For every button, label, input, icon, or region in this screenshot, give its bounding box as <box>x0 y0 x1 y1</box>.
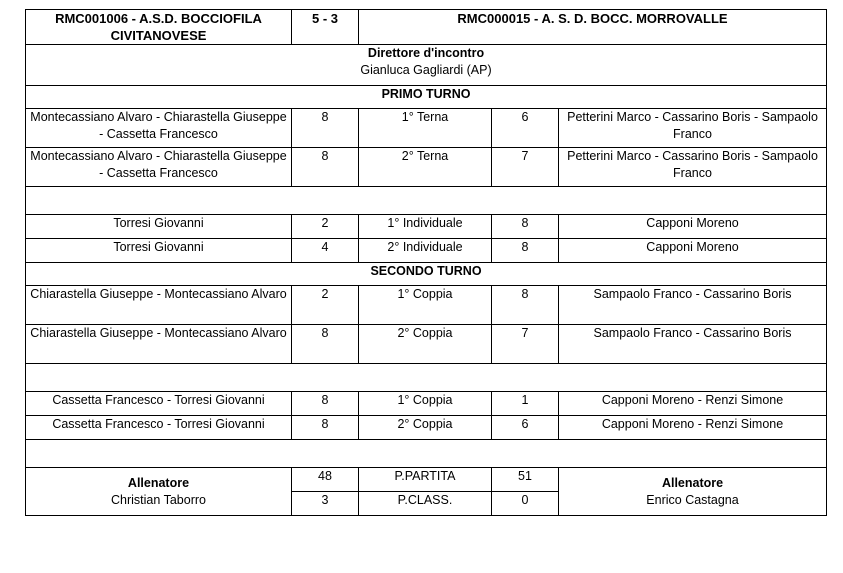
home-coach-name: Christian Taborro <box>111 492 206 507</box>
away-players: Sampaolo Franco - Cassarino Boris <box>559 286 827 325</box>
spacer-cell <box>26 440 827 468</box>
spacer-cell <box>26 364 827 392</box>
director-name: Gianluca Gagliardi (AP) <box>360 63 492 77</box>
match-report-table <box>25 9 827 516</box>
event-name: 2° Terna <box>359 148 492 187</box>
event-name: 2° Individuale <box>359 239 492 263</box>
total-label: P.CLASS. <box>359 492 492 516</box>
event-name: 1° Terna <box>359 109 492 148</box>
away-score: 8 <box>492 215 559 239</box>
home-players: Torresi Giovanni <box>26 239 292 263</box>
spacer-row <box>26 364 827 392</box>
spacer-row <box>26 440 827 468</box>
home-score: 8 <box>292 416 359 440</box>
home-coach-cell <box>26 468 292 516</box>
match-row <box>26 215 827 239</box>
home-players: Torresi Giovanni <box>26 215 292 239</box>
home-team: RMC001006 - A.S.D. BOCCIOFILA CIVITANOVESE <box>26 10 292 45</box>
match-row <box>26 109 827 148</box>
away-team: RMC000015 - A. S. D. BOCC. MORROVALLE <box>359 10 827 45</box>
away-score: 7 <box>492 325 559 364</box>
home-score: 2 <box>292 215 359 239</box>
event-name: 1° Coppia <box>359 392 492 416</box>
section-title: PRIMO TURNO <box>26 86 827 109</box>
director-cell <box>26 45 827 86</box>
match-row <box>26 286 827 325</box>
away-total: 51 <box>492 468 559 492</box>
home-score: 8 <box>292 325 359 364</box>
section-row <box>26 86 827 109</box>
away-coach-name: Enrico Castagna <box>646 492 739 507</box>
home-coach-label: Allenatore <box>127 475 190 490</box>
home-players: Montecassiano Alvaro - Chiarastella Giuseppe - Cassetta Francesco <box>26 109 292 148</box>
home-total: 48 <box>292 468 359 492</box>
away-players: Capponi Moreno <box>559 239 827 263</box>
away-score: 6 <box>492 416 559 440</box>
section-title: SECONDO TURNO <box>26 263 827 286</box>
away-coach-cell <box>559 468 827 516</box>
spacer-row <box>26 187 827 215</box>
away-players: Petterini Marco - Cassarino Boris - Sampaolo Franco <box>559 109 827 148</box>
event-name: 1° Coppia <box>359 286 492 325</box>
event-name: 2° Coppia <box>359 325 492 364</box>
section-row <box>26 263 827 286</box>
home-score: 2 <box>292 286 359 325</box>
away-players: Capponi Moreno - Renzi Simone <box>559 416 827 440</box>
match-row <box>26 148 827 187</box>
away-players: Capponi Moreno - Renzi Simone <box>559 392 827 416</box>
away-score: 7 <box>492 148 559 187</box>
home-players: Cassetta Francesco - Torresi Giovanni <box>26 392 292 416</box>
away-players: Petterini Marco - Cassarino Boris - Sampaolo Franco <box>559 148 827 187</box>
home-players: Montecassiano Alvaro - Chiarastella Giuseppe - Cassetta Francesco <box>26 148 292 187</box>
match-row <box>26 239 827 263</box>
away-coach-label: Allenatore <box>661 475 724 490</box>
home-total: 3 <box>292 492 359 516</box>
home-players: Cassetta Francesco - Torresi Giovanni <box>26 416 292 440</box>
header-row <box>26 10 827 45</box>
totals-row <box>26 468 827 492</box>
spacer-cell <box>26 187 827 215</box>
match-row <box>26 416 827 440</box>
home-score: 8 <box>292 109 359 148</box>
event-name: 2° Coppia <box>359 416 492 440</box>
home-score: 8 <box>292 148 359 187</box>
away-total: 0 <box>492 492 559 516</box>
home-players: Chiarastella Giuseppe - Montecassiano Alvaro <box>26 286 292 325</box>
away-players: Sampaolo Franco - Cassarino Boris <box>559 325 827 364</box>
director-row <box>26 45 827 86</box>
away-players: Capponi Moreno <box>559 215 827 239</box>
match-row <box>26 392 827 416</box>
director-label: Direttore d'incontro <box>367 46 485 60</box>
away-score: 1 <box>492 392 559 416</box>
away-score: 8 <box>492 286 559 325</box>
match-row <box>26 325 827 364</box>
home-score: 8 <box>292 392 359 416</box>
away-score: 8 <box>492 239 559 263</box>
event-name: 1° Individuale <box>359 215 492 239</box>
away-score: 6 <box>492 109 559 148</box>
total-label: P.PARTITA <box>359 468 492 492</box>
home-score: 4 <box>292 239 359 263</box>
final-score: 5 - 3 <box>292 10 359 45</box>
home-players: Chiarastella Giuseppe - Montecassiano Alvaro <box>26 325 292 364</box>
